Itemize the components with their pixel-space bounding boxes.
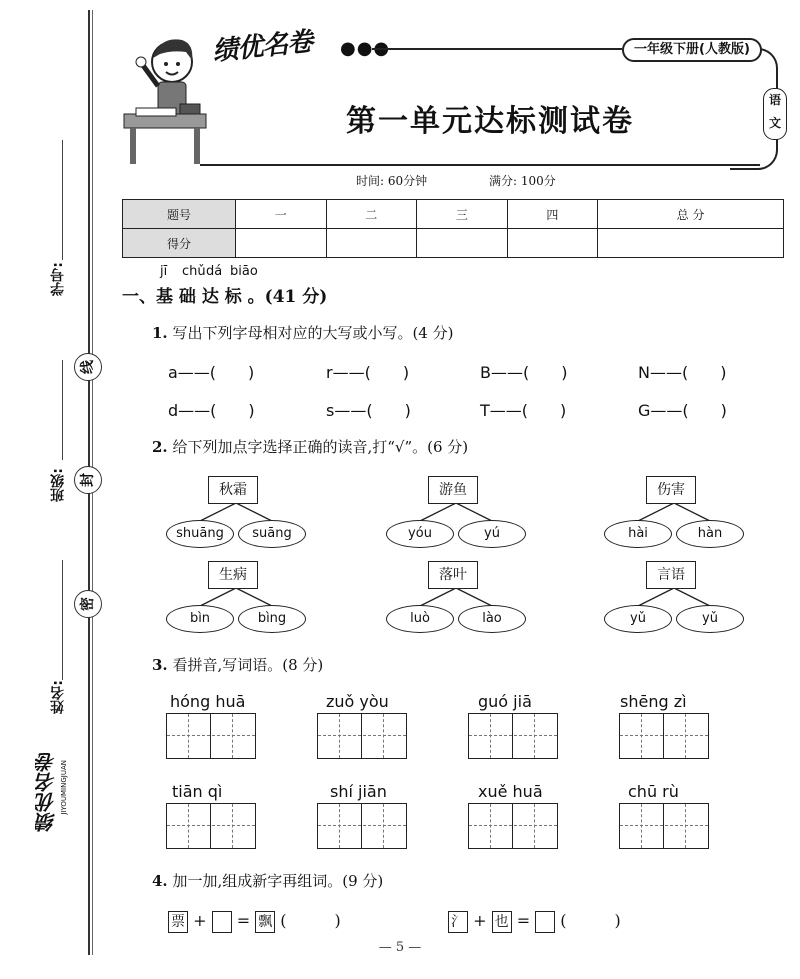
char-box: 也 xyxy=(492,911,512,933)
score-table-header: 四 xyxy=(507,200,598,229)
word-box: 秋霜 xyxy=(208,476,258,504)
writing-grid[interactable] xyxy=(166,713,256,759)
score-table-header: 题号 xyxy=(123,200,236,229)
letter-pair[interactable]: d——( ) xyxy=(168,401,255,420)
class-label: 班级: xyxy=(50,468,66,502)
pinyin-option[interactable]: yǔ xyxy=(676,605,744,633)
word-box: 游鱼 xyxy=(428,476,478,504)
pinyin-prompt: guó jiā xyxy=(478,692,532,711)
pinyin-option[interactable]: lào xyxy=(458,605,526,633)
section-pinyin: dá xyxy=(206,264,223,279)
question-1: 1. 写出下列字母相对应的大写或小写。(4 分) xyxy=(152,324,454,342)
answer-box[interactable] xyxy=(535,911,555,933)
score-table-header: 一 xyxy=(236,200,327,229)
word-equation-1: 票 + = 飘 ( ) xyxy=(168,908,341,933)
pinyin-option[interactable]: suāng xyxy=(238,520,306,548)
side-logo: 绩优名卷 JIYOUMINGJUAN xyxy=(35,752,68,832)
word-box: 生病 xyxy=(208,561,258,589)
answer-box[interactable] xyxy=(212,911,232,933)
char-box: 票 xyxy=(168,911,188,933)
letter-pair[interactable]: a——( ) xyxy=(168,363,255,382)
pinyin-prompt: shēng zì xyxy=(620,692,687,711)
writing-grid[interactable] xyxy=(317,803,407,849)
score-row-label: 得分 xyxy=(123,229,236,258)
pinyin-prompt: xuě huā xyxy=(478,782,543,801)
pinyin-option[interactable]: yóu xyxy=(386,520,454,548)
answer-paren[interactable]: ( ) xyxy=(560,911,621,930)
brand-logo: 绩优名卷 xyxy=(210,26,314,68)
pinyin-option[interactable]: bìng xyxy=(238,605,306,633)
student-id-label: 学号: xyxy=(50,262,66,296)
section-pinyin: jī xyxy=(160,264,168,279)
answer-paren[interactable]: ( ) xyxy=(280,911,341,930)
writing-grid[interactable] xyxy=(468,803,558,849)
writing-grid[interactable] xyxy=(166,803,256,849)
word-box: 伤害 xyxy=(646,476,696,504)
letter-pair[interactable]: G——( ) xyxy=(638,401,727,420)
pinyin-option[interactable]: bìn xyxy=(166,605,234,633)
letter-pair[interactable]: T——( ) xyxy=(480,401,567,420)
char-box: 氵 xyxy=(448,911,468,933)
letter-pair[interactable]: r——( ) xyxy=(326,363,410,382)
pinyin-option[interactable]: hàn xyxy=(676,520,744,548)
page-title: 第一单元达标测试卷 xyxy=(346,104,634,139)
name-label: 姓名: xyxy=(50,680,66,714)
pinyin-option[interactable]: hài xyxy=(604,520,672,548)
exam-time: 时间: 60分钟 xyxy=(356,174,428,188)
page-number: — 5 — xyxy=(378,940,422,955)
seal-xian: 线 xyxy=(74,353,102,381)
exam-full-score: 满分: 100分 xyxy=(488,174,556,188)
pinyin-prompt: zuǒ yòu xyxy=(326,692,389,711)
grade-badge: 一年级下册(人教版) xyxy=(622,38,762,62)
pinyin-prompt: chū rù xyxy=(628,782,679,801)
pinyin-prompt: shí jiān xyxy=(330,782,387,801)
section-pinyin: chǔ xyxy=(182,264,206,279)
question-3: 3. 看拼音,写词语。(8 分) xyxy=(152,656,324,674)
score-table-header: 三 xyxy=(417,200,508,229)
pinyin-option[interactable]: yǔ xyxy=(604,605,672,633)
pinyin-option[interactable]: shuāng xyxy=(166,520,234,548)
question-2: 2. 给下列加点字选择正确的读音,打“√”。(6 分) xyxy=(152,438,469,456)
pinyin-option[interactable]: yú xyxy=(458,520,526,548)
question-4: 4. 加一加,组成新字再组词。(9 分) xyxy=(152,872,384,890)
seal-mi: 密 xyxy=(74,590,102,618)
logo-dots: ●●● xyxy=(340,38,391,59)
letter-pair[interactable]: s——( ) xyxy=(326,401,411,420)
section-pinyin: biāo xyxy=(230,264,258,279)
writing-grid[interactable] xyxy=(317,713,407,759)
letter-pair[interactable]: N——( ) xyxy=(638,363,727,382)
score-table-header: 二 xyxy=(326,200,417,229)
pinyin-prompt: hóng huā xyxy=(170,692,246,711)
score-table-header: 总 分 xyxy=(598,200,784,229)
subject-badge: 语 文 xyxy=(763,88,787,140)
seal-feng: 封 xyxy=(74,466,102,494)
section-title: 一、基 础 达 标 。(41 分) xyxy=(122,287,328,307)
writing-grid[interactable] xyxy=(619,803,709,849)
pinyin-option[interactable]: luò xyxy=(386,605,454,633)
word-box: 言语 xyxy=(646,561,696,589)
char-box: 飘 xyxy=(255,911,275,933)
writing-grid[interactable] xyxy=(619,713,709,759)
pinyin-prompt: tiān qì xyxy=(172,782,223,801)
word-equation-2: 氵 + 也 = ( ) xyxy=(448,908,621,933)
letter-pair[interactable]: B——( ) xyxy=(480,363,568,382)
word-box: 落叶 xyxy=(428,561,478,589)
writing-grid[interactable] xyxy=(468,713,558,759)
